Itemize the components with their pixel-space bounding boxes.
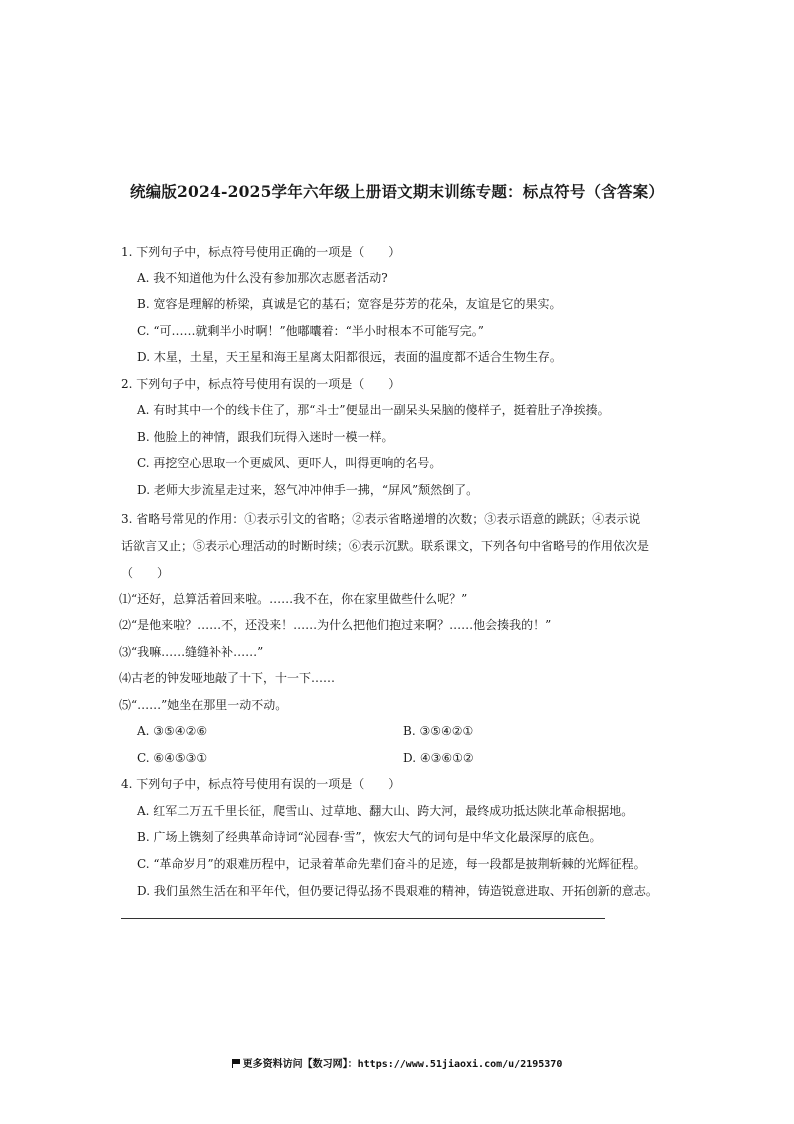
question-3-option-b: B. ③⑤④②① (403, 724, 474, 738)
question-3-option-a: A. ③⑤④②⑥ (137, 724, 208, 738)
footer (0, 1055, 794, 1070)
question-3-stem-line-3: （ ） (121, 566, 170, 580)
question-2-option-b: B. 他脸上的神情，跟我们玩得入迷时一模一样。 (137, 430, 394, 444)
question-4-option-b: B. 广场上镌刻了经典革命诗词“沁园春·雪”，恢宏大气的词句是中华文化最深厚的底色。 (137, 830, 602, 844)
question-3-item-4: ⑷古老的钟发哑地敲了十下，十一下…… (119, 671, 336, 685)
question-3-item-3: ⑶“我嘛……缝缝补补……” (119, 645, 264, 659)
question-4-option-d: D. 我们虽然生活在和平年代，但仍要记得弘扬不畏艰难的精神，铸造锐意进取、开拓创新的意志。 (137, 884, 658, 898)
footer-link[interactable]: 更多资料访问【数习网】：https://www.51jiaoxi.com/u/2195370 (242, 1059, 563, 1070)
question-2-option-a: A. 有时其中一个的线卡住了，那“斗士”便显出一副呆头呆脑的傻样子，挺着肚子净挨揍。 (137, 403, 610, 417)
question-3-stem-line-1: 3. 省略号常见的作用：①表示引文的省略；②表示省略递增的次数；③表示语意的跳跃；④表示说 (121, 512, 641, 526)
question-4-option-a: A. 红军二万五千里长征，爬雪山、过草地、翻大山、跨大河，最终成功抵达陕北革命根据地。 (137, 804, 634, 818)
question-4-stem: 4. 下列句子中，标点符号使用有误的一项是（ ） (121, 777, 401, 791)
question-3-item-1: ⑴“还好，总算活着回来啦。……我不在，你在家里做些什么呢？” (119, 592, 468, 606)
question-3-stem-line-2: 话欲言又止；⑤表示心理活动的时断时续；⑥表示沉默。联系课文，下列各句中省略号的作用依次是 (121, 539, 650, 553)
question-1-option-b: B. 宽容是理解的桥梁，真诚是它的基石；宽容是芬芳的花朵，友谊是它的果实。 (137, 297, 562, 311)
question-3-item-5: ⑸“……”她坐在那里一动不动。 (119, 698, 288, 712)
question-3-item-2: ⑵“是他来啦？……不，还没来！……为什么把他们抱过来啊？……他会揍我的！” (119, 618, 552, 632)
page-title: 统编版2024-2025学年六年级上册语文期末训练专题：标点符号（含答案） (129, 182, 665, 201)
question-4-option-c: C. “革命岁月”的艰难历程中，记录着革命先辈们奋斗的足迹，每一段都是披荆斩棘的光辉征程。 (137, 857, 646, 871)
question-2-stem: 2. 下列句子中，标点符号使用有误的一项是（ ） (121, 377, 401, 391)
question-2-option-d: D. 老师大步流星走过来，怒气冲冲伸手一拂，“屏风”颓然倒了。 (137, 483, 479, 497)
question-1-option-c: C. “可……就剩半小时啊！”他嘟囔着：“半小时根本不可能写完。” (137, 324, 484, 338)
question-1-option-d: D. 木星，土星，天王星和海王星离太阳都很远，表面的温度都不适合生物生存。 (137, 350, 562, 364)
question-1-stem: 1. 下列句子中，标点符号使用正确的一项是（ ） (121, 245, 401, 259)
separator-line (121, 918, 605, 919)
question-3-option-d: D. ④③⑥①② (403, 751, 474, 765)
flag-icon (232, 1059, 240, 1068)
question-1-option-a: A. 我不知道他为什么没有参加那次志愿者活动? (137, 271, 388, 285)
question-2-option-c: C. 再挖空心思取一个更威风、更吓人，叫得更响的名号。 (137, 456, 442, 470)
question-3-option-c: C. ⑥④⑤③① (137, 751, 208, 765)
